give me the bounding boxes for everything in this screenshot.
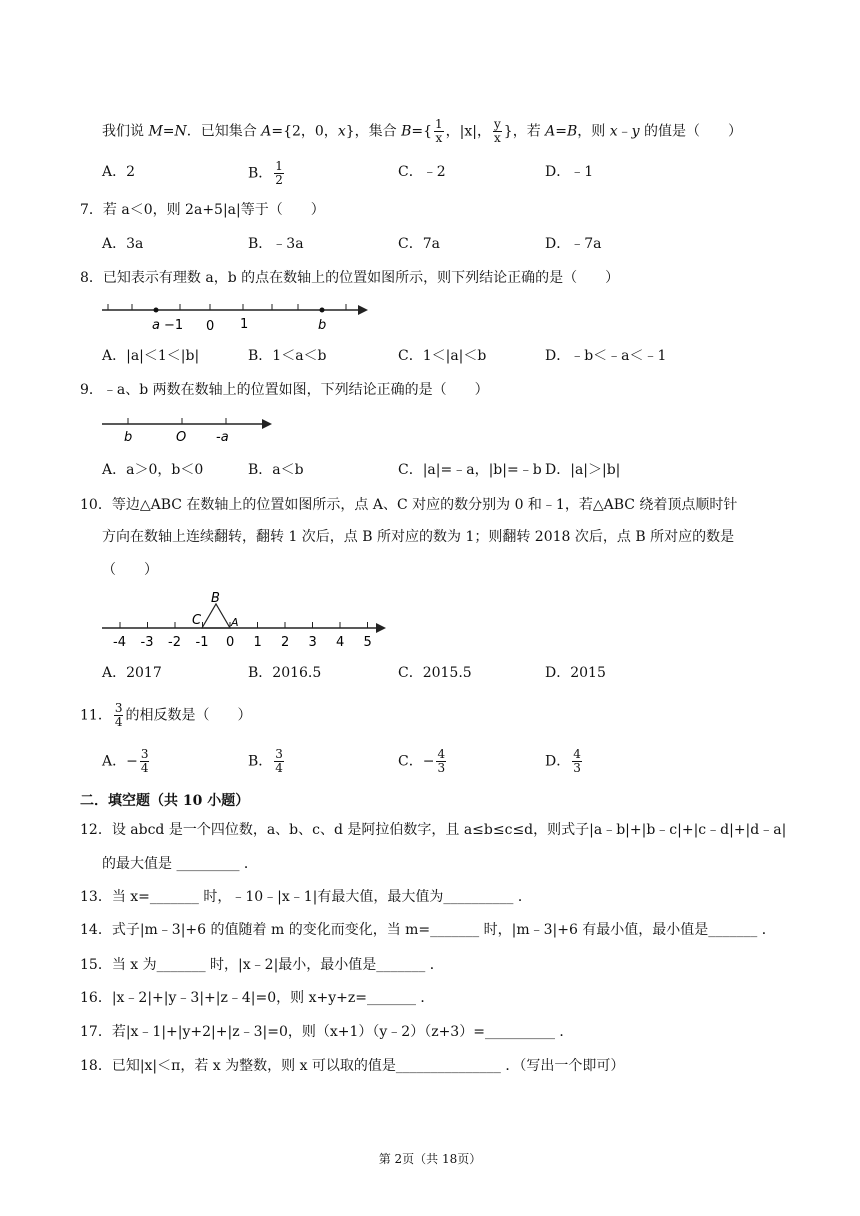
q6-option-d[interactable]: D．﹣1 — [545, 164, 594, 180]
point-a — [154, 308, 159, 313]
svg-text:-a: -a — [216, 430, 229, 445]
q15-stem[interactable]: 15．当 x 为_______ 时，|x﹣2|最小，最小值是_______ ． — [80, 957, 444, 973]
q10-stem-line2: 方向在数轴上连续翻转，翻转 1 次后，点 B 所对应的数为 1；则翻转 2018 次后，点 B 所对应的数是 — [102, 529, 735, 545]
q6-option-b[interactable]: B． $\frac{1}{2}$ — [248, 159, 283, 187]
triangle-abc — [202, 604, 230, 628]
q14-stem[interactable]: 14．式子|m﹣3|+6 的值随着 m 的变化而变化，当 m=_______ 时，|m﹣3|+6 有最小值，最小值是_______ ． — [80, 922, 776, 938]
svg-text:−1: −1 — [164, 318, 184, 333]
q10-option-d[interactable]: D．2015 — [545, 665, 606, 681]
q9-option-b[interactable]: B．a＜b — [248, 462, 304, 478]
q8-option-c[interactable]: C．1＜|a|＜b — [398, 348, 487, 364]
svg-text:1: 1 — [240, 317, 249, 332]
q10-tick-label: 3 — [308, 635, 317, 650]
q10-option-c[interactable]: C．2015.5 — [398, 665, 472, 681]
svg-text:O: O — [176, 430, 187, 445]
q9-option-a[interactable]: A．a＞0，b＜0 — [102, 462, 204, 478]
q8-stem: 8．已知表示有理数 a，b 的点在数轴上的位置如图所示，则下列结论正确的是（ ） — [80, 270, 620, 286]
q6-option-c[interactable]: C．﹣2 — [398, 164, 446, 180]
q10-tick-label: -2 — [168, 635, 181, 650]
q13-stem[interactable]: 13．当 x=_______ 时，﹣10﹣|x﹣1|有最大值，最大值为__________ ． — [80, 889, 532, 905]
page-footer: 第 2页（共 18页） — [378, 1152, 482, 1166]
q6-frac-1-over-x: $\frac{1}{x}$ — [435, 117, 443, 145]
q7-option-c[interactable]: C．7a — [398, 236, 440, 252]
q12-stem-line1: 12．设 abcd 是一个四位数，a、b、c、d 是阿拉伯数字，且 a≤b≤c≤d，则式子|a﹣b|+|b﹣c|+|c﹣d|+|d﹣a| — [80, 822, 787, 838]
q11-option-c[interactable]: C．− $\frac{4}{3}$ — [398, 747, 446, 775]
q9-stem: 9．﹣a、b 两数在数轴上的位置如图，下列结论正确的是（ ） — [80, 382, 489, 398]
point-b — [320, 308, 325, 313]
q10-option-a[interactable]: A．2017 — [102, 665, 162, 681]
q12-stem-line2[interactable]: 的最大值是 _________ ． — [102, 856, 258, 872]
q8-option-a[interactable]: A．|a|＜1＜|b| — [102, 348, 200, 364]
q11-option-b[interactable]: B． $\frac{3}{4}$ — [248, 747, 283, 775]
q10-stem-line1: 10．等边△ABC 在数轴上的位置如图所示，点 A、C 对应的数分别为 0 和﹣1，若△ABC 绕着顶点顺时针 — [80, 497, 738, 513]
section-heading-fill-in: 二．填空题（共 10 小题） — [80, 793, 250, 809]
q11-option-a[interactable]: A．− $\frac{3}{4}$ — [102, 747, 149, 775]
q7-option-a[interactable]: A．3a — [102, 236, 144, 252]
q16-stem[interactable]: 16．|x﹣2|+|y﹣3|+|z﹣4|=0，则 x+y+z=_______ ． — [80, 990, 435, 1006]
svg-text:C: C — [192, 613, 202, 628]
svg-text:0: 0 — [206, 319, 215, 334]
q10-stem-line3: （ ） — [102, 562, 158, 578]
q10-tick-label: 5 — [363, 635, 372, 650]
q8-option-d[interactable]: D．﹣b＜﹣a＜﹣1 — [545, 348, 667, 364]
q11-stem: 11． $\frac{3}{4}$ 的相反数是（ ） — [80, 701, 252, 729]
svg-text:b: b — [318, 318, 327, 333]
q8-number-line — [100, 296, 370, 336]
q10-tick-label: 2 — [281, 635, 290, 650]
svg-text:B: B — [211, 591, 220, 606]
svg-text:A: A — [231, 616, 239, 629]
q9-option-d[interactable]: D．|a|＞|b| — [545, 462, 621, 478]
q11-option-d[interactable]: D． $\frac{4}{3}$ — [545, 747, 581, 775]
q10-tick-label: 0 — [226, 635, 235, 650]
q18-stem[interactable]: 18．已知|x|＜π，若 x 为整数，则 x 可以取的值是_______________ ．（写出一个即可） — [80, 1058, 625, 1074]
q10-option-b[interactable]: B．2016.5 — [248, 665, 322, 681]
q9-option-c[interactable]: C．|a|=﹣a，|b|=﹣b — [398, 462, 542, 478]
q10-tick-label: -1 — [195, 635, 209, 650]
q10-number-line — [100, 588, 390, 650]
q6-option-a[interactable]: A．2 — [102, 164, 136, 180]
q7-option-b[interactable]: B．﹣3a — [248, 236, 304, 252]
svg-text:a: a — [152, 318, 160, 333]
q7-option-d[interactable]: D．﹣7a — [545, 236, 602, 252]
q9-number-line — [100, 410, 275, 446]
q10-tick-label: -3 — [140, 635, 154, 650]
q10-tick-label: 1 — [253, 635, 262, 650]
q6-frac-y-over-x: $\frac{y}{x}$ — [494, 117, 501, 145]
q7-stem: 7．若 a＜0，则 2a+5|a|等于（ ） — [80, 202, 325, 218]
q6-stem: 我们说 M=N．已知集合 A={2，0，x}，集合 B={ $\frac{1}{x}$ ，|x|， $\frac{y}{x}$ }，若 A=B，则 x﹣y 的值是（ ） — [102, 117, 743, 145]
q10-tick-label: -4 — [113, 635, 126, 650]
q8-option-b[interactable]: B．1＜a＜b — [248, 348, 327, 364]
svg-text:b: b — [124, 430, 133, 445]
q17-stem[interactable]: 17．若|x﹣1|+|y+2|+|z﹣3|=0，则（x+1）（y﹣2）（z+3）=__________ ． — [80, 1024, 574, 1040]
q11-frac-three-quarters: $\frac{3}{4}$ — [114, 701, 123, 729]
q10-tick-label: 4 — [336, 635, 345, 650]
